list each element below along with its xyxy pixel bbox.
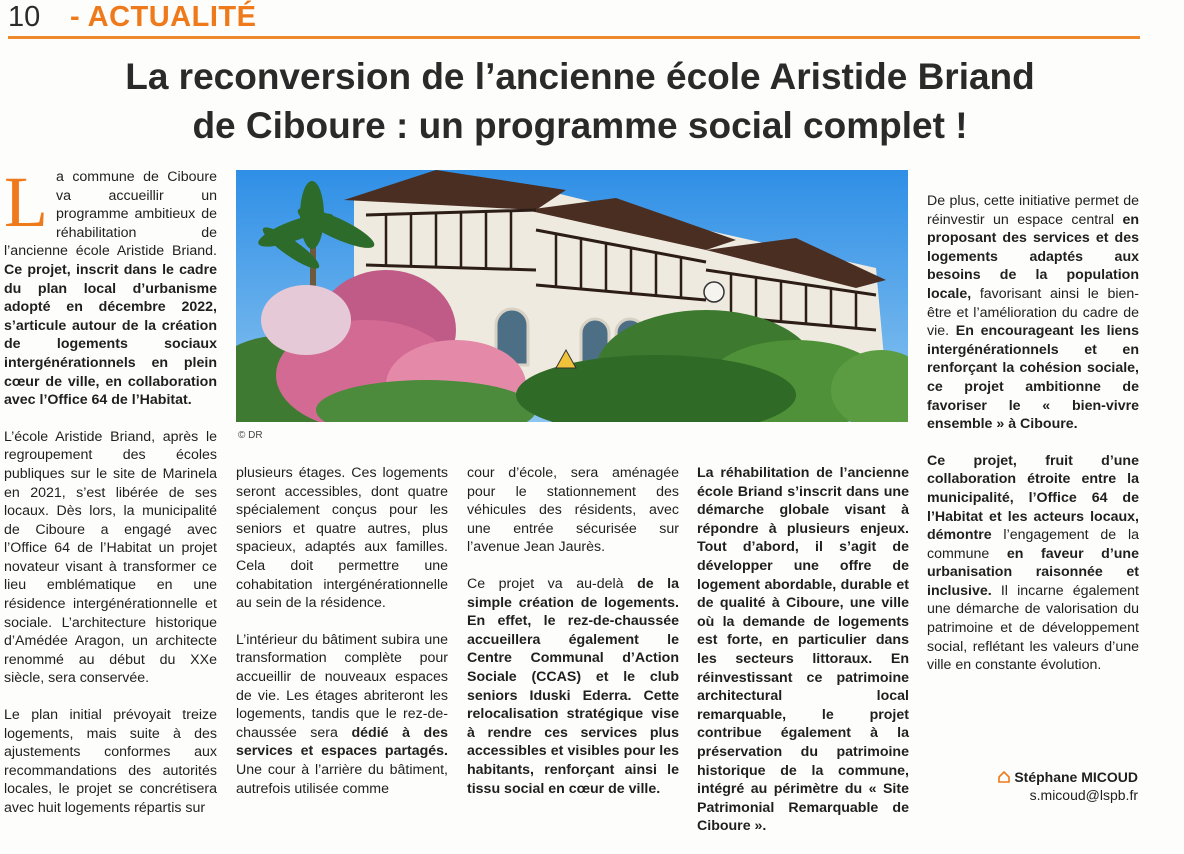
section-rubric: - ACTUALITÉ [70,1,257,33]
column-4 [697,464,909,854]
article-photo [236,170,908,422]
title-line-2: de Ciboure : un programme social complet ! [192,105,968,146]
col3-paragraph-1: cour d’école, sera aménagée pour le stationnement des véhicules des résidents, avec une entrée sécurisée sur l’avenue Jean Jaurès. [467,465,679,556]
col1-paragraph-3: Le plan initial prévoyait treize logements, mais suite à des ajustements conformes aux recommandations des autorités locales, le projet se concrétisera avec huit logements répartis sur [4,707,217,816]
column-3 [467,464,679,816]
col5-paragraph-2: Ce projet, fruit d’une collaboration étroite entre la municipalité, l’Office 64 de l’Habitat et les acteurs locaux, démontre l’engagement de la commune en faveur d’une urbanisation raisonnée et inclusive. Il incarne également une démarche de valorisation du patrimoine et de développement social, reflétant les valeurs d’une ville en constante évolution. [927,452,1139,674]
header-rule [8,36,1140,39]
author-name: Stéphane MICOUD [1014,769,1138,785]
column-2 [236,464,448,816]
drop-cap: L [4,162,48,242]
col2-paragraph-2: L’intérieur du bâtiment subira une transformation complète pour accueillir de nouveaux espaces de vie. Les étages abriteront les logements, tandis que le rez-de-chaussée sera dédié à des services et espaces partagés. Une cour à l’arrière du bâtiment, autrefois utilisée comme [236,631,449,797]
author-email: s.micoud@lspb.fr [1029,787,1138,803]
page-number: 10 [8,1,41,33]
col2-paragraph-1: plusieurs étages. Ces logements seront accessibles, dont quatre spécialement conçus pour les seniors et quatre autres, plus spacieux, adaptés aux familles. Cela doit permettre une cohabitation intergénérationnelle au sein de la résidence. [236,465,448,612]
photo-credit: © DR [238,430,263,441]
title-line-1: La reconversion de l’ancienne école Aristide Briand [125,56,1035,97]
col4-paragraph-1: La réhabilitation de l’ancienne école Briand s’inscrit dans une démarche globale visant à répondre à plusieurs enjeux. Tout d’abord, il s’agit de développer une offre de logement abordable, durable et de qualité à Ciboure, une ville où la demande de logements est forte, en particulier dans les secteurs littoraux. En réinvestissant ce patrimoine architectural local remarquable, le projet contribue également à la préservation du patrimoine historique de la commune, intégré au périmètre du « Site Patrimonial Remarquable de Ciboure ». [697,465,909,835]
col5-paragraph-1: De plus, cette initiative permet de réinvestir un espace central en proposant des services et des logements adaptés aux besoins de la population locale, favorisant ainsi le bien-être et l’amélioration du cadre de vie. En encourageant les liens intergénérationnels et en renforçant la cohésion sociale, ce projet ambitionne de favoriser le « bien-vivre ensemble » à Ciboure. [927,193,1139,433]
author-icon [998,771,1010,783]
page-header [8,0,1140,40]
author-signature [962,768,1138,804]
column-5 [927,192,1139,693]
col1-paragraph-1: La commune de Ciboure va accueillir un programme ambitieux de réhabilitation de l’ancienne école Aristide Briand. Ce projet, inscrit dans le cadre du plan local d’urbanisme adopté en décembre 2022, s’articule autour de la création de logements sociaux intergénérationnels en plein cœur de ville, en collaboration avec l’Office 64 de l’Habitat. [4,162,217,409]
article-title [40,52,1120,150]
col1-paragraph-2: L’école Aristide Briand, après le regroupement des écoles publiques sur le site de Marinela en 2021, s’est libérée de ses locaux. Dès lors, la municipalité de Ciboure a engagé avec l’Office 64 de l’Habitat un projet novateur visant à transformer ce lieu emblématique en une résidence intergénérationnelle et sociale. L’architecture historique d’Amédée Aragon, un architecte renommé au début du XXe siècle, sera conservée. [4,428,217,687]
column-1 [4,162,217,836]
col3-paragraph-2: Ce projet va au-delà de la simple création de logements. En effet, le rez-de-chaussée accueillera également le Centre Communal d’Action Sociale (CCAS) et le club seniors Iduski Ederra. Cette relocalisation stratégique vise à rendre ces services plus accessibles et visibles pour les habitants, renforçant ainsi le tissu social en cœur de ville. [467,575,679,797]
